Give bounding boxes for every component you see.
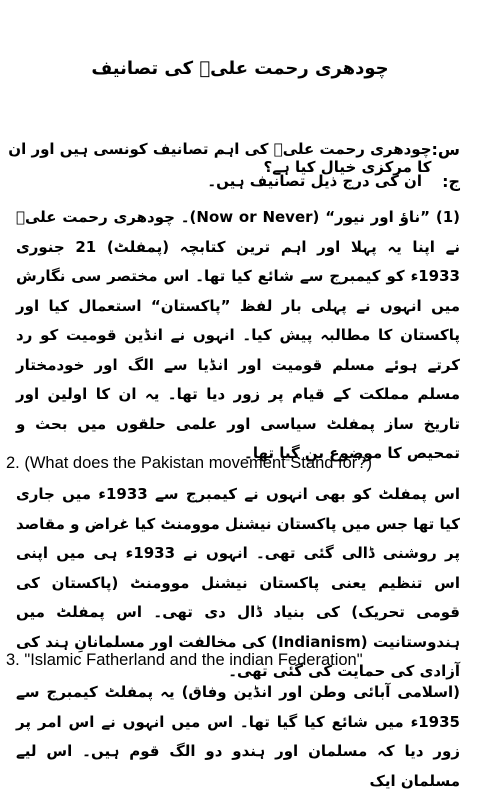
section-1-text-b: )۔ چودھری رحمت علیؒ نے اپنا یہ پہلا اور اہم ترین کتابچہ (پمفلٹ) 21 جنوری 1933ء کو کیمبرج سے شائع کیا تھا۔ اس مختصر سی نگارش میں انہوں نے پہلی بار لفظ ”پاکستان“ استعمال کیا اور پاکستان کا مطالبہ پیش کیا۔ انہوں نے انڈین قومیت کو رد کرتے ہوئے مسلم قومیت اور انڈیا سے الگ اور خودمختار مسلم مملکت کے قیام پر زور دیا تھا۔ یہ ان کا اولین اور تاریخ ساز پمفلٹ سیاسی اور علمی حلقوں میں بحث و تمحیص کا موضوع بن گیا تھا۔ — [16, 208, 460, 462]
section-2-text-a: اس پمفلٹ کو بھی انہوں نے کیمبرج سے 1933ء میں جاری کیا تھا جس میں پاکستان نیشنل موومنٹ کیا غراض و مقاصد پر روشنی ڈالی گئی تھی۔ انہوں نے 1933ء ہی میں اپنی اس تنظیم یعنی پاکستان نیشنل موومنٹ (پاکستان کی قومی تحریک) کی بنیاد ڈال دی تھی۔ اس پمفلٹ میں ہندوستانیت ( — [15, 485, 460, 651]
section-3-heading: 3. "Islamic Fatherland and the indian Federation" — [6, 651, 363, 669]
section-3-paragraph — [16, 678, 460, 796]
question-label: س: — [431, 140, 460, 159]
section-2-text-b: ) کی مخالفت اور مسلمانانِ ہند کی آزادی کی حمایت کی گئی تھی۔ — [16, 632, 460, 680]
section-1-english-title: Now or Never — [196, 208, 313, 226]
question-row — [0, 140, 460, 176]
answer-text: ان کی درج ذیل تصانیف ہیں۔ — [207, 172, 422, 190]
section-2-heading: 2. (What does the Pakistan movement Stand for?) — [6, 454, 372, 472]
section-1-paragraph — [16, 203, 460, 469]
answer-row — [207, 172, 460, 191]
section-3-text-a: (اسلامی آبائی وطن اور انڈین وفاق) یہ پمفلٹ کیمبرج سے 1935ء میں شائع کیا گیا تھا۔ اس میں انہوں نے اس امر پر زور دیا کہ مسلمان اور ہندو دو الگ قوم ہیں۔ اس لیے مسلمان ایک — [16, 683, 460, 790]
answer-label: ج: — [442, 172, 460, 191]
section-1-text-a: (1) ”ناؤ اور نیور“ ( — [312, 208, 460, 226]
page-title: چودھری رحمت علیؒ کی تصانیف — [91, 58, 389, 79]
section-2-english-term: Indianism — [278, 632, 361, 651]
question-text: چودھری رحمت علیؒ کی اہم تصانیف کونسی ہیں اور ان کا مرکزی خیال کیا ہے؟ — [8, 140, 432, 176]
